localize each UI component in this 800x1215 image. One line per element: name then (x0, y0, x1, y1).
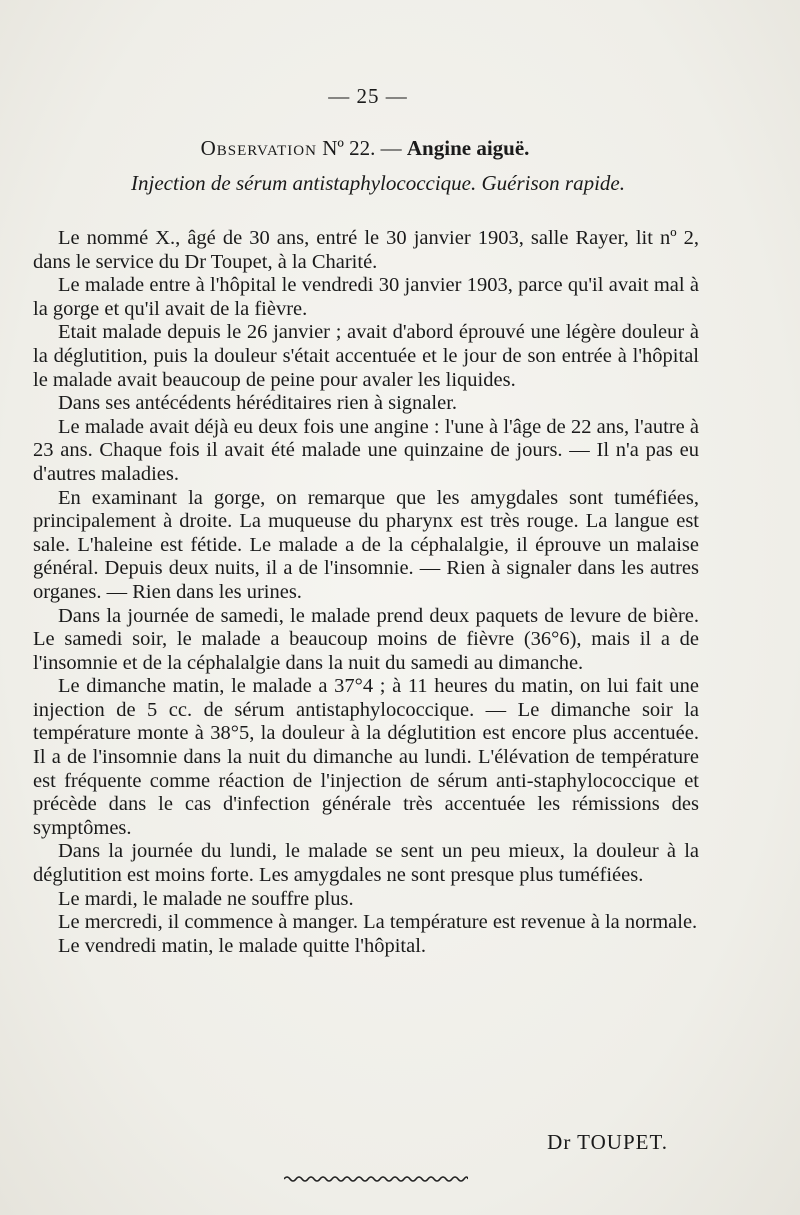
paragraph: Le mardi, le malade ne souffre plus. (58, 887, 354, 910)
observation-label: Observation (200, 136, 317, 160)
paragraph: Le mercredi, il commence à manger. La température est revenue à la normale. (58, 911, 698, 934)
paragraph: En examinant la gorge, on remarque que les amygdales sont tuméfiées, principalement à droite. La muqueuse du pharynx est très rouge. La langue est sale. L'haleine est fétide. Le malade a de la céphalalgie, il éprouve un malaise général. Depuis deux nuits, il a de l'insomnie. — Rien à signaler dans les autres organes. — Rien dans les urines. (33, 486, 699, 603)
paragraph: Etait malade depuis le 26 janvier ; avait d'abord éprouvé une légère douleur à la déglutition, puis la douleur s'était accentuée et le jour de son entrée à l'hôpital le malade avait beaucoup de peine pour avaler les liquides. (33, 321, 699, 391)
observation-number: Nº 22. (322, 136, 376, 160)
paragraph: Le vendredi matin, le malade quitte l'hôpital. (58, 934, 427, 957)
paragraph: Le malade entre à l'hôpital le vendredi 30 janvier 1903, parce qu'il avait mal à la gorge et qu'il avait de la fièvre. (33, 274, 699, 320)
paragraph: Dans la journée de samedi, le malade prend deux paquets de levure de bière. Le samedi soir, le malade a beaucoup moins de fièvre (36°6), mais il a de l'insomnie et de la céphalalgie dans la nuit du samedi au dimanche. (33, 604, 699, 674)
paragraph: Le nommé X., âgé de 30 ans, entré le 30 janvier 1903, salle Rayer, lit nº 2, dans le service du Dr Toupet, à la Charité. (33, 227, 699, 273)
observation-subtitle: Injection de sérum antistaphylococcique. Guérison rapide. (131, 171, 625, 195)
paragraph: Dans la journée du lundi, le malade se sent un peu mieux, la douleur à la déglutition est moins forte. Les amygdales ne sont presque plus tuméfiées. (33, 840, 699, 887)
page-number: — 25 — (328, 84, 408, 108)
signature: Dr TOUPET. (547, 1130, 668, 1154)
title-dash: — (380, 136, 402, 160)
wavy-ornament (284, 1173, 468, 1183)
observation-body (33, 227, 699, 958)
observation-heading: Angine aiguë. (406, 136, 530, 160)
observation-title (0, 136, 730, 161)
paragraph: Le malade avait déjà eu deux fois une angine : l'une à l'âge de 22 ans, l'autre à 23 ans. Chaque fois il avait été malade une quinzaine de jours. — Il n'a pas eu d'autres maladies. (33, 415, 699, 485)
paragraph: Le dimanche matin, le malade a 37°4 ; à 11 heures du matin, on lui fait une injection de 5 cc. de sérum antistaphylococcique. — Le dimanche soir la température monte à 38°5, la douleur à la déglutition est encore plus accentuée. Il a de l'insomnie dans la nuit du dimanche au lundi. L'élévation de température est fréquente comme réaction de l'injection de sérum anti-staphylococcique et précède dans le cas d'infection générale très accentuée les rémissions des symptômes. (33, 675, 699, 839)
paragraph: Dans ses antécédents héréditaires rien à signaler. (58, 392, 458, 415)
